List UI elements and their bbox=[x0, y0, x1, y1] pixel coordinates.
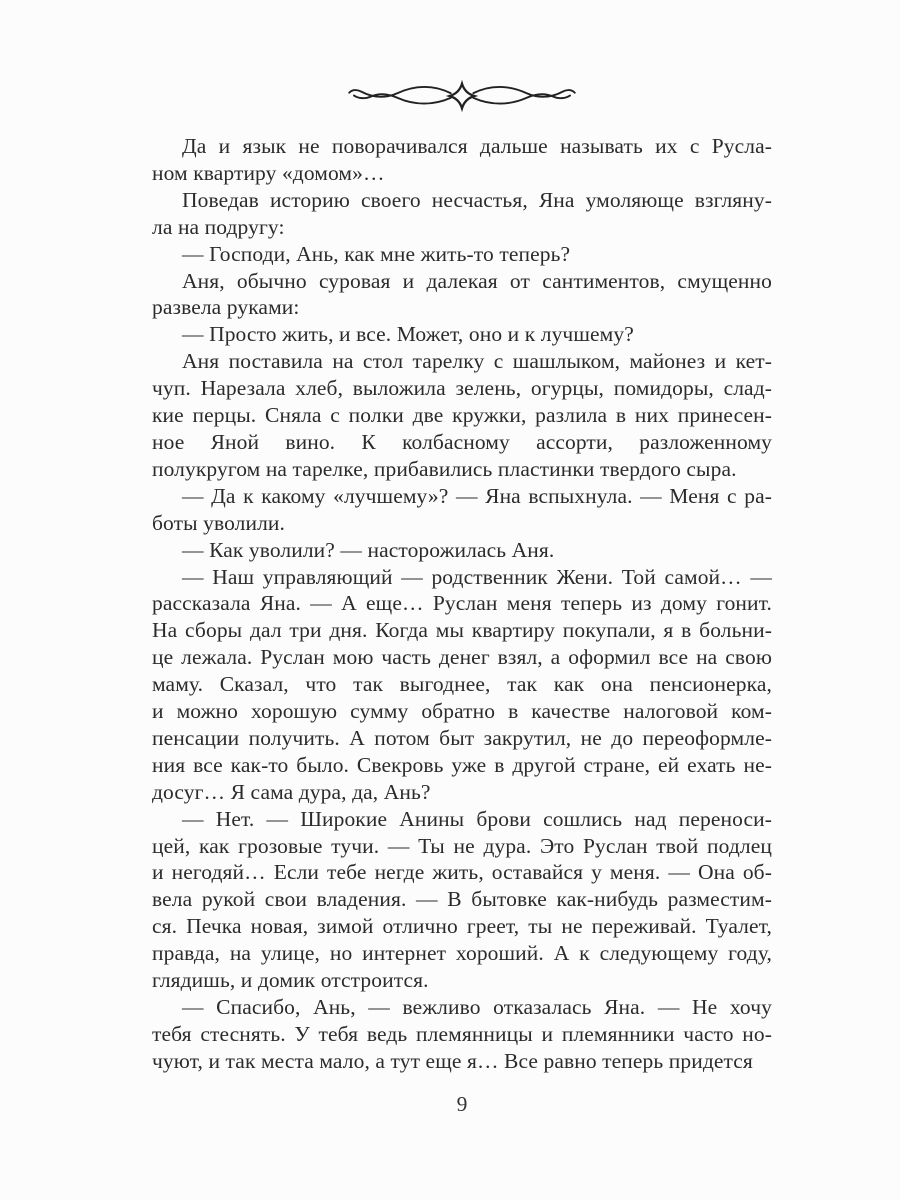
text-line: маму. Сказал, что так выгоднее, так как она пенсионерка, bbox=[152, 672, 772, 697]
paragraph bbox=[152, 268, 772, 322]
text-line: — Как уволили? — насторожилась Аня. bbox=[182, 537, 555, 562]
text-line: Аня поставила на стол тарелку с шашлыком, майонез и кет- bbox=[182, 349, 772, 374]
text-line: ся. Печка новая, зимой отлично греет, ты не переживай. Туалет, bbox=[152, 914, 772, 939]
text-line: развела руками: bbox=[152, 295, 300, 320]
paragraph bbox=[152, 321, 772, 348]
text-line: тебя стеснять. У тебя ведь племянницы и племянники часто но- bbox=[152, 1021, 772, 1046]
text-line: — Просто жить, и все. Может, оно и к лучшему? bbox=[182, 322, 634, 347]
paragraph bbox=[152, 564, 772, 806]
text-line: ния все как-то было. Свекровь уже в другой стране, ей ехать не- bbox=[152, 752, 772, 777]
flourish-icon bbox=[347, 78, 577, 114]
paragraph bbox=[152, 241, 772, 268]
body-text bbox=[152, 133, 772, 1075]
text-line: це лежала. Руслан мою часть денег взял, а оформил все на свою bbox=[152, 645, 772, 670]
text-line: досуг… Я сама дура, да, Ань? bbox=[152, 779, 431, 804]
text-line: глядишь, и домик отстроится. bbox=[152, 968, 429, 993]
paragraph bbox=[152, 994, 772, 1075]
text-line: вела рукой свои владения. — В бытовке как-нибудь разместим- bbox=[152, 887, 772, 912]
paragraph bbox=[152, 537, 772, 564]
text-line: полукругом на тарелке, прибавились пластинки твердого сыра. bbox=[152, 456, 737, 481]
text-line: На сборы дал три дня. Когда мы квартиру покупали, я в больни- bbox=[152, 618, 772, 643]
paragraph bbox=[152, 348, 772, 483]
text-line: и негодяй… Если тебе негде жить, оставайся у меня. — Она об- bbox=[152, 860, 772, 885]
text-line: и можно хорошую сумму обратно в качестве налоговой ком- bbox=[152, 699, 772, 724]
text-line: чуют, и так места мало, а тут еще я… Все равно теперь придется bbox=[152, 1048, 753, 1073]
text-line: Да и язык не поворачивался дальше называть их с Русла- bbox=[182, 134, 772, 158]
text-line: чуп. Нарезала хлеб, выложила зелень, огурцы, помидоры, слад- bbox=[152, 376, 772, 401]
text-line: — Спасибо, Ань, — вежливо отказалась Яна. — Не хочу bbox=[182, 995, 772, 1019]
divider-ornament bbox=[347, 78, 577, 116]
text-line: — Господи, Ань, как мне жить-то теперь? bbox=[182, 241, 571, 266]
paragraph bbox=[152, 483, 772, 537]
text-line: боты уволили. bbox=[152, 510, 285, 535]
text-line: пенсации получить. А потом быт закрутил, не до переоформле- bbox=[152, 725, 772, 750]
text-line: ное Яной вино. К колбасному ассорти, разложенному bbox=[152, 429, 772, 454]
page-number: 9 bbox=[456, 1092, 468, 1116]
text-line: — Наш управляющий — родственник Жени. Той самой… — bbox=[182, 564, 772, 589]
text-line: ном квартиру «домом»… bbox=[152, 160, 385, 185]
text-line: ла на подругу: bbox=[152, 214, 285, 239]
text-line: Аня, обычно суровая и далекая от сантиментов, смущенно bbox=[182, 268, 772, 293]
text-line: кие перцы. Сняла с полки две кружки, разлила в них принесен- bbox=[152, 403, 772, 428]
paragraph bbox=[152, 806, 772, 994]
text-line: правда, на улице, но интернет хороший. А к следующему году, bbox=[152, 941, 772, 966]
paragraph bbox=[152, 187, 772, 241]
text-line: цей, как грозовые тучи. — Ты не дура. Это Руслан твой подлец bbox=[152, 833, 772, 858]
text-line: Поведав историю своего несчастья, Яна умоляюще взгляну- bbox=[182, 187, 772, 212]
paragraph bbox=[152, 133, 772, 187]
text-line: — Нет. — Широкие Анины брови сошлись над переноси- bbox=[182, 806, 772, 831]
text-line: рассказала Яна. — А еще… Руслан меня теперь из дому гонит. bbox=[152, 591, 772, 616]
text-line: — Да к какому «лучшему»? — Яна вспыхнула. — Меня с ра- bbox=[182, 483, 772, 508]
